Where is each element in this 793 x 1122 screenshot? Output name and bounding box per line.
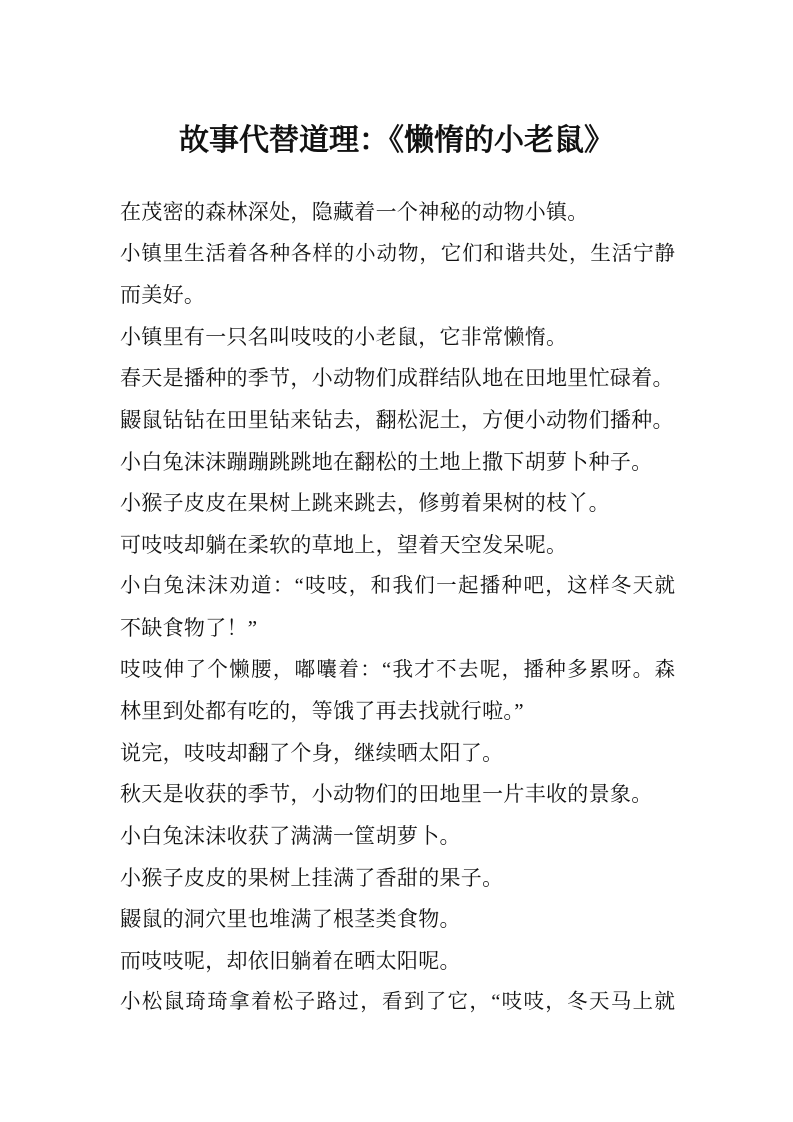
text-line: 吱吱伸了个懒腰，嘟囔着：“我才不去呢，播种多累呀。森 xyxy=(120,658,675,681)
text-line: 在茂密的森林深处，隐藏着一个神秘的动物小镇。 xyxy=(120,200,589,224)
text-line: 小白兔沫沫收获了满满一筐胡萝卜。 xyxy=(120,823,461,848)
text-line: 鼹鼠的洞穴里也堆满了根茎类食物。 xyxy=(120,907,461,932)
text-line: 小猴子皮皮的果树上挂满了香甜的果子。 xyxy=(120,865,504,890)
text-line: 可吱吱却躺在柔软的草地上，望着天空发呆呢。 xyxy=(120,532,568,557)
text-line: 小镇里生活着各种各样的小动物，它们和谐共处，生活宁静 xyxy=(120,242,675,265)
text-line: 小猴子皮皮在果树上跳来跳去，修剪着果树的枝丫。 xyxy=(120,491,610,516)
text-line: 秋天是收获的季节，小动物们的田地里一片丰收的景象。 xyxy=(120,782,653,807)
text-line: 小松鼠琦琦拿着松子路过，看到了它，“吱吱，冬天马上就 xyxy=(120,991,675,1014)
text-line: 说完，吱吱却翻了个身，继续晒太阳了。 xyxy=(120,740,504,765)
text-line: 小白兔沫沫蹦蹦跳跳地在翻松的土地上撒下胡萝卜种子。 xyxy=(120,449,653,474)
text-line: 小镇里有一只名叫吱吱的小老鼠，它非常懒惰。 xyxy=(120,324,568,349)
text-line: 春天是播种的季节，小动物们成群结队地在田地里忙碌着。 xyxy=(120,366,674,391)
text-line: 而美好。 xyxy=(120,283,206,308)
document-title: 故事代替道理：《懒惰的小老鼠》 xyxy=(179,124,614,157)
text-line: 鼹鼠钻钻在田里钻来钻去，翻松泥土，方便小动物们播种。 xyxy=(120,407,674,432)
document-body xyxy=(120,192,675,1024)
text-line: 不缺食物了！” xyxy=(120,615,258,640)
text-line: 林里到处都有吃的，等饿了再去找就行啦。” xyxy=(120,699,524,724)
text-line: 小白兔沫沫劝道：“吱吱，和我们一起播种吧，这样冬天就 xyxy=(120,575,675,598)
text-line: 而吱吱呢，却依旧躺着在晒太阳呢。 xyxy=(120,948,461,973)
